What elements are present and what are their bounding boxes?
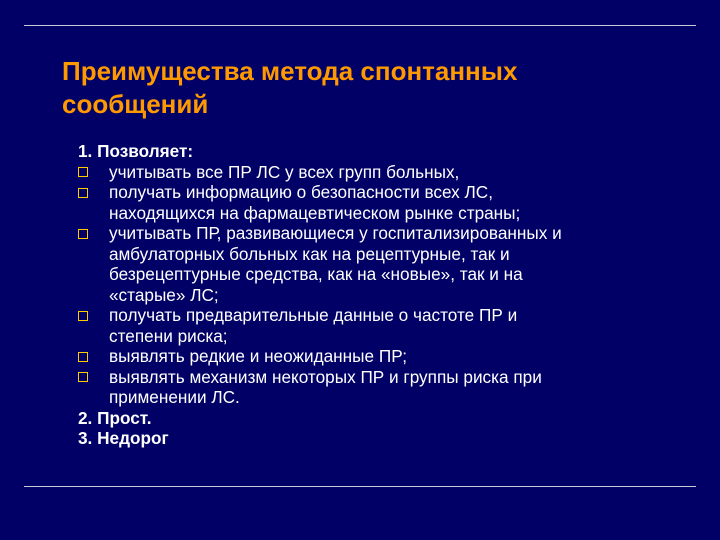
bullet-line: безрецептурные средства, как на «новые», так и на [109,264,523,284]
square-bullet-icon [78,311,88,321]
slide-title [62,55,662,121]
bullet-item [78,367,678,408]
title-line: Преимущества метода спонтанных [62,56,518,86]
top-divider [24,25,696,26]
bullet-line: получать предварительные данные о частоте ПР и [109,305,518,325]
square-bullet-icon [78,188,88,198]
bullet-item [78,305,678,346]
bullet-line: получать информацию о безопасности всех ЛС, [109,182,493,202]
bullet-line: применении ЛС. [109,387,240,407]
bullet-line: амбулаторных больных как на рецептурные, так и [109,243,510,264]
bullet-line: находящихся на фармацевтическом рынке страны; [109,202,521,223]
point-3-heading: 3. Недорог [78,428,169,448]
bullet-line: учитывать все ПР ЛС у всех групп больных, [109,161,460,182]
point-1-heading: 1. Позволяет: [78,141,194,161]
bullet-item [78,346,678,367]
square-bullet-icon [78,229,88,239]
slide-body [78,141,678,449]
bullet-line: «старые» ЛС; [109,284,219,305]
bottom-divider [24,486,696,487]
bullet-line: выявлять механизм некоторых ПР и группы риска при [109,366,542,387]
bullet-item [78,223,678,305]
bullet-line: учитывать ПР, развивающиеся у госпитализированных и [109,223,562,243]
square-bullet-icon [78,167,88,177]
point-2-heading: 2. Прост. [78,407,152,428]
bullet-line: степени риска; [109,325,228,346]
square-bullet-icon [78,352,88,362]
bullet-item [78,162,678,183]
bullet-line: выявлять редкие и неожиданные ПР; [109,346,408,366]
bullet-item [78,182,678,223]
square-bullet-icon [78,372,88,382]
title-line: сообщений [62,89,209,119]
